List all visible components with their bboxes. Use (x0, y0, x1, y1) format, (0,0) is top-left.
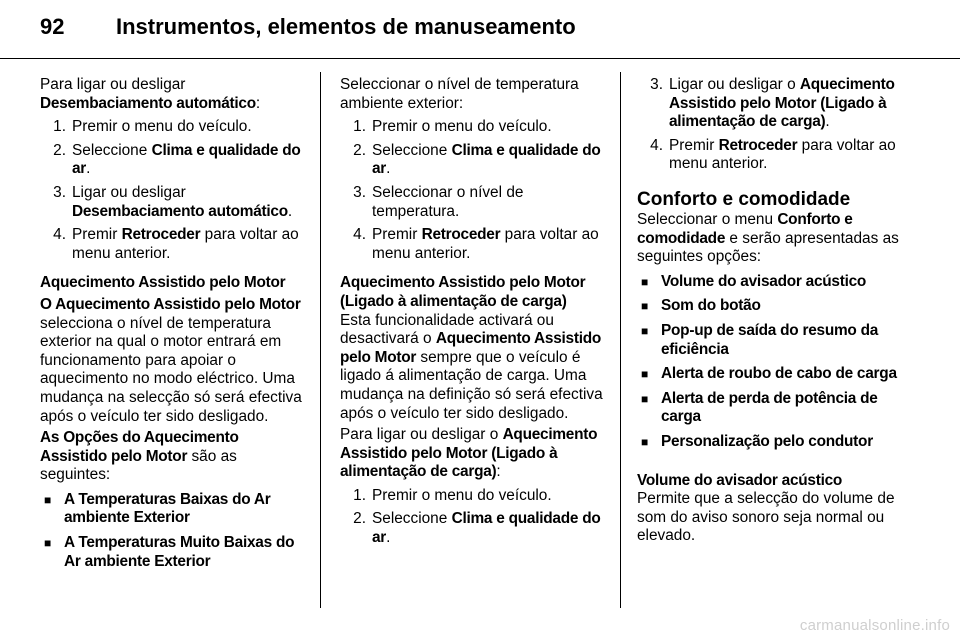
body-paragraph: Esta funcionalidade activará ou desactivará o Aquecimento Assistido pelo Motor sempre que o veículo é ligado á alimentação de carga. Uma mudança na definição só será efectiva após o veículo ter sido desligado. (340, 311, 603, 422)
column-2 (340, 76, 604, 553)
column-3 (637, 76, 905, 546)
list-item: 1. Premir o menu do veículo. (53, 118, 252, 136)
options-list (637, 273, 905, 452)
list-item: ■ Som do botão (637, 297, 905, 316)
watermark: carmanualsonline.info (799, 617, 950, 634)
bullet-icon: ■ (44, 536, 52, 551)
section-title: Aquecimento Assistido pelo Motor (40, 274, 286, 292)
body-paragraph: O Aquecimento Assistido pelo Motor selecciona o nível de temperatura exterior na qual o motor entrará em funcionamento para apoiar o aquecimento no modo eléctrico. Uma mudança na selecção só será efectiva após o veículo ter sido desligado. (40, 295, 302, 425)
list-item: ■ Alerta de roubo de cabo de carga (637, 365, 905, 384)
bullet-icon: ■ (641, 434, 649, 449)
list-item: ■ Volume do avisador acústico (637, 273, 905, 292)
column-divider (320, 72, 321, 608)
steps-list (340, 118, 604, 263)
bullet-icon: ■ (641, 367, 649, 382)
list-item: 3. Ligar ou desligar Desembaciamento automático. (53, 183, 293, 220)
list-item: 1. Premir o menu do veículo. (353, 118, 552, 136)
body-paragraph: Permite que a selecção do volume de som do aviso sonoro seja normal ou elevado. (637, 490, 895, 545)
list-item: 2. Seleccione Clima e qualidade do ar. (53, 141, 301, 178)
list-item: ■ Alerta de perda de potência de carga (637, 390, 905, 427)
list-item: ■ Pop-up de saída do resumo da eficiência (637, 322, 905, 359)
list-item: 3. Seleccionar o nível de temperatura. (353, 183, 524, 220)
body-paragraph: As Opções do Aquecimento Assistido pelo Motor são as seguintes: (40, 429, 239, 484)
list-item: 4. Premir Retroceder para voltar ao menu anterior. (650, 136, 896, 173)
intro-paragraph: Seleccionar o nível de temperatura ambiente exterior: (340, 76, 579, 112)
bullet-icon: ■ (641, 391, 649, 406)
options-list (40, 491, 308, 571)
bullet-icon: ■ (641, 323, 649, 338)
list-item: ■ Personalização pelo condutor (637, 433, 905, 452)
header-rule (0, 58, 960, 59)
steps-list (40, 118, 308, 263)
intro-paragraph: Para ligar ou desligar Desembaciamento automático: (40, 76, 261, 112)
column-1 (40, 76, 308, 577)
list-item: 4. Premir Retroceder para voltar ao menu anterior. (353, 226, 599, 262)
page-header (40, 14, 576, 40)
list-item: ■ A Temperaturas Muito Baixas do Ar ambiente Exterior (40, 534, 308, 571)
list-item: 2. Seleccione Clima e qualidade do ar. (353, 141, 601, 178)
body-paragraph: Para ligar ou desligar o Aquecimento Assistido pelo Motor (Ligado à alimentação de carga): (340, 426, 598, 481)
steps-list (340, 487, 604, 548)
list-item: ■ A Temperaturas Baixas do Ar ambiente Exterior (40, 491, 308, 528)
list-item: 1. Premir o menu do veículo. (353, 486, 552, 504)
list-item: 3. Ligar ou desligar o Aquecimento Assistido pelo Motor (Ligado à alimentação de carga). (650, 76, 895, 131)
list-item: 2. Seleccione Clima e qualidade do ar. (353, 510, 601, 547)
section-heading: Conforto e comodidade (637, 188, 851, 210)
bullet-icon: ■ (44, 492, 52, 507)
bullet-icon: ■ (641, 299, 649, 314)
bullet-icon: ■ (641, 274, 649, 289)
page-number: 92 (40, 14, 65, 39)
steps-list (637, 76, 905, 174)
page-title: Instrumentos, elementos de manuseamento (116, 14, 576, 39)
column-divider (620, 72, 621, 608)
section-title: Aquecimento Assistido pelo Motor (Ligado à alimentação de carga) (340, 274, 586, 310)
list-item: 4. Premir Retroceder para voltar ao menu anterior. (53, 226, 299, 262)
section-title: Volume do avisador acústico (637, 471, 843, 489)
intro-paragraph: Seleccionar o menu Conforto e comodidade e serão apresentadas as seguintes opções: (637, 210, 899, 266)
